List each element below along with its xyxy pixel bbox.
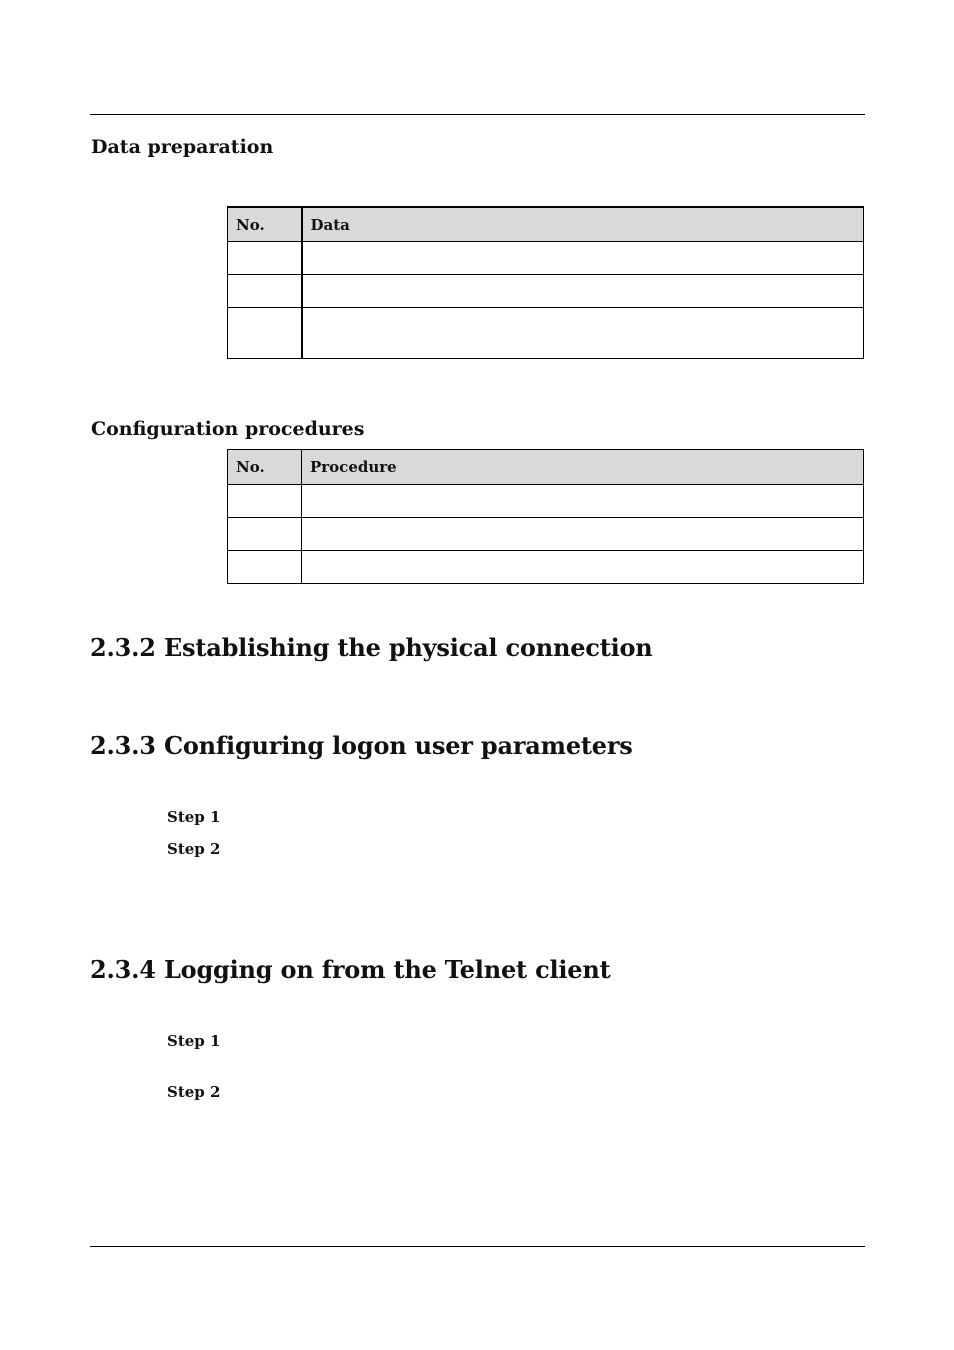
table-header-row — [228, 450, 864, 485]
data-preparation-title: Data preparation — [91, 136, 274, 158]
step-label: Step 1 — [167, 1032, 221, 1050]
table-cell-no — [228, 275, 302, 308]
footer-rule — [90, 1246, 865, 1247]
table-cell-data — [302, 275, 864, 308]
step-label: Step 1 — [167, 808, 221, 826]
table-cell-no — [228, 485, 302, 518]
step-label: Step 2 — [167, 1083, 221, 1101]
section-heading-telnet-logon: 2.3.4 Logging on from the Telnet client — [90, 955, 611, 984]
step-label: Step 2 — [167, 840, 221, 858]
table-cell-procedure — [302, 485, 864, 518]
table-row — [228, 275, 864, 308]
table-row — [228, 551, 864, 584]
table-row — [228, 308, 864, 359]
table-cell-data — [302, 308, 864, 359]
table-cell-data — [302, 242, 864, 275]
table-cell-no — [228, 242, 302, 275]
section-heading-physical-connection: 2.3.2 Establishing the physical connection — [90, 633, 653, 662]
table-header-row — [228, 207, 864, 242]
table-cell-no — [228, 518, 302, 551]
column-header-data: Data — [302, 207, 864, 242]
table-cell-procedure — [302, 518, 864, 551]
header-rule — [90, 114, 865, 115]
table-row — [228, 485, 864, 518]
column-header-no: No. — [228, 450, 302, 485]
column-header-no: No. — [228, 207, 302, 242]
table-row — [228, 518, 864, 551]
table-cell-no — [228, 308, 302, 359]
data-preparation-table — [227, 206, 864, 359]
table-row — [228, 242, 864, 275]
configuration-procedures-title: Configuration procedures — [91, 418, 365, 440]
configuration-procedures-table — [227, 449, 864, 584]
section-heading-logon-user-parameters: 2.3.3 Configuring logon user parameters — [90, 731, 633, 760]
table-cell-procedure — [302, 551, 864, 584]
table-cell-no — [228, 551, 302, 584]
column-header-procedure: Procedure — [302, 450, 864, 485]
